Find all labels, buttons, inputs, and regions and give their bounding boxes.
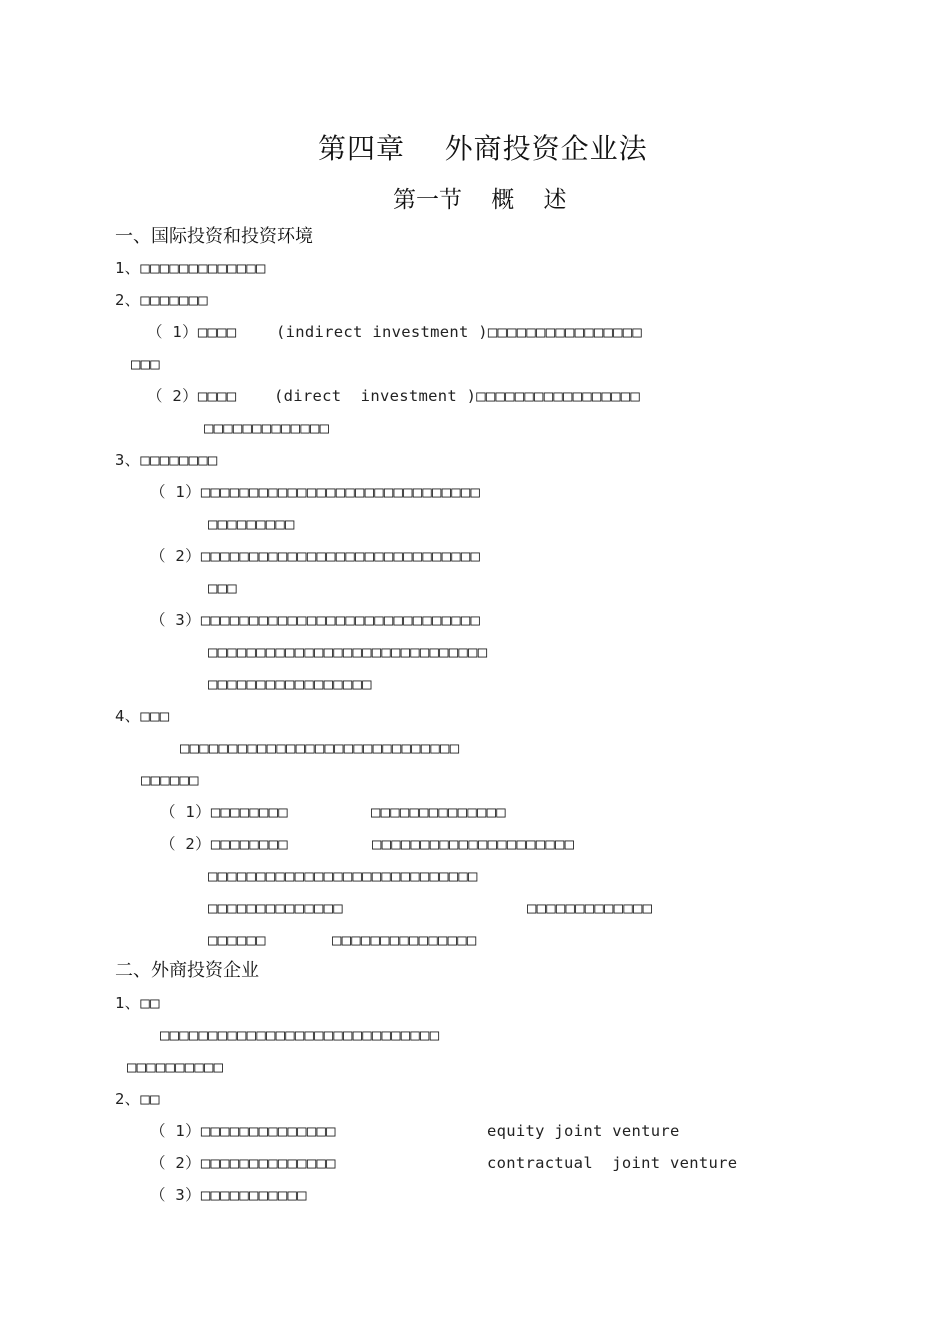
chapter-title: 第四章 外商投资企业法 [318,132,648,165]
heading-international-investment: 一、国际投资和投资环境 [115,226,313,247]
body-line: □□□□□□□□□ [208,515,295,533]
body-line: 2、□□□□□□□ [115,291,208,309]
body-line: （ 3）□□□□□□□□□□□□□□□□□□□□□□□□□□□□□ [150,611,481,629]
body-line: □□□□□□□□□□ [127,1058,224,1076]
body-line: （ 2）□□□□ [147,387,237,405]
body-line: □□□□□□ [141,771,199,789]
body-line: 4、□□□ [115,707,170,725]
body-line: □□□□□□□□□□□□□□ [208,899,343,917]
heading-foreign-invested-enterprise: 二、外商投资企业 [115,960,259,981]
body-line: □□□□□□□□□□□□□ [204,419,330,437]
body-line: 3、□□□□□□□□ [115,451,218,469]
body-line: （ 3）□□□□□□□□□□□ [150,1186,307,1204]
body-line: □□□□□□□□□□□□□□□□□ [208,675,372,693]
body-line: □□□ [131,355,160,373]
body-line: （ 2）□□□□□□□□ [160,835,288,853]
body-line: （ 2）□□□□□□□□□□□□□□□□□□□□□□□□□□□□□ [150,547,481,565]
body-line: （ 2）□□□□□□□□□□□□□□ [150,1154,336,1172]
body-line: 1、□□ [115,994,160,1012]
body-line: □□□ [208,579,237,597]
body-line: （ 1）□□□□ [147,323,237,341]
body-line: □□□□□□□□□□□□□□□ [332,931,477,949]
body-line: □□□□□□□□□□□□□□□□□□□□□□□□□□□□□ [180,739,460,757]
body-line: (indirect investment )□□□□□□□□□□□□□□□□ [276,323,643,341]
body-line: （ 1）□□□□□□□□□□□□□□ [150,1122,336,1140]
body-line: □□□□□□□□□□□□□□ [371,803,506,821]
body-line: （ 1）□□□□□□□□□□□□□□□□□□□□□□□□□□□□□ [150,483,481,501]
body-line: (direct investment )□□□□□□□□□□□□□□□□□ [274,387,641,405]
body-line: 2、□□ [115,1090,160,1108]
body-line: 1、□□□□□□□□□□□□□ [115,259,266,277]
body-line: （ 1）□□□□□□□□ [160,803,288,821]
body-line: contractual joint venture [487,1154,738,1172]
body-line: □□□□□□ [208,931,266,949]
body-line: □□□□□□□□□□□□□□□□□□□□□□□□□□□□ [208,867,478,885]
section-title: 第一节 概 述 [393,187,567,213]
body-line: □□□□□□□□□□□□□□□□□□□□□□□□□□□□□ [208,643,488,661]
body-line: □□□□□□□□□□□□□ [527,899,653,917]
body-line: equity joint venture [487,1122,680,1140]
body-line: □□□□□□□□□□□□□□□□□□□□□ [372,835,575,853]
body-line: □□□□□□□□□□□□□□□□□□□□□□□□□□□□□ [160,1026,440,1044]
